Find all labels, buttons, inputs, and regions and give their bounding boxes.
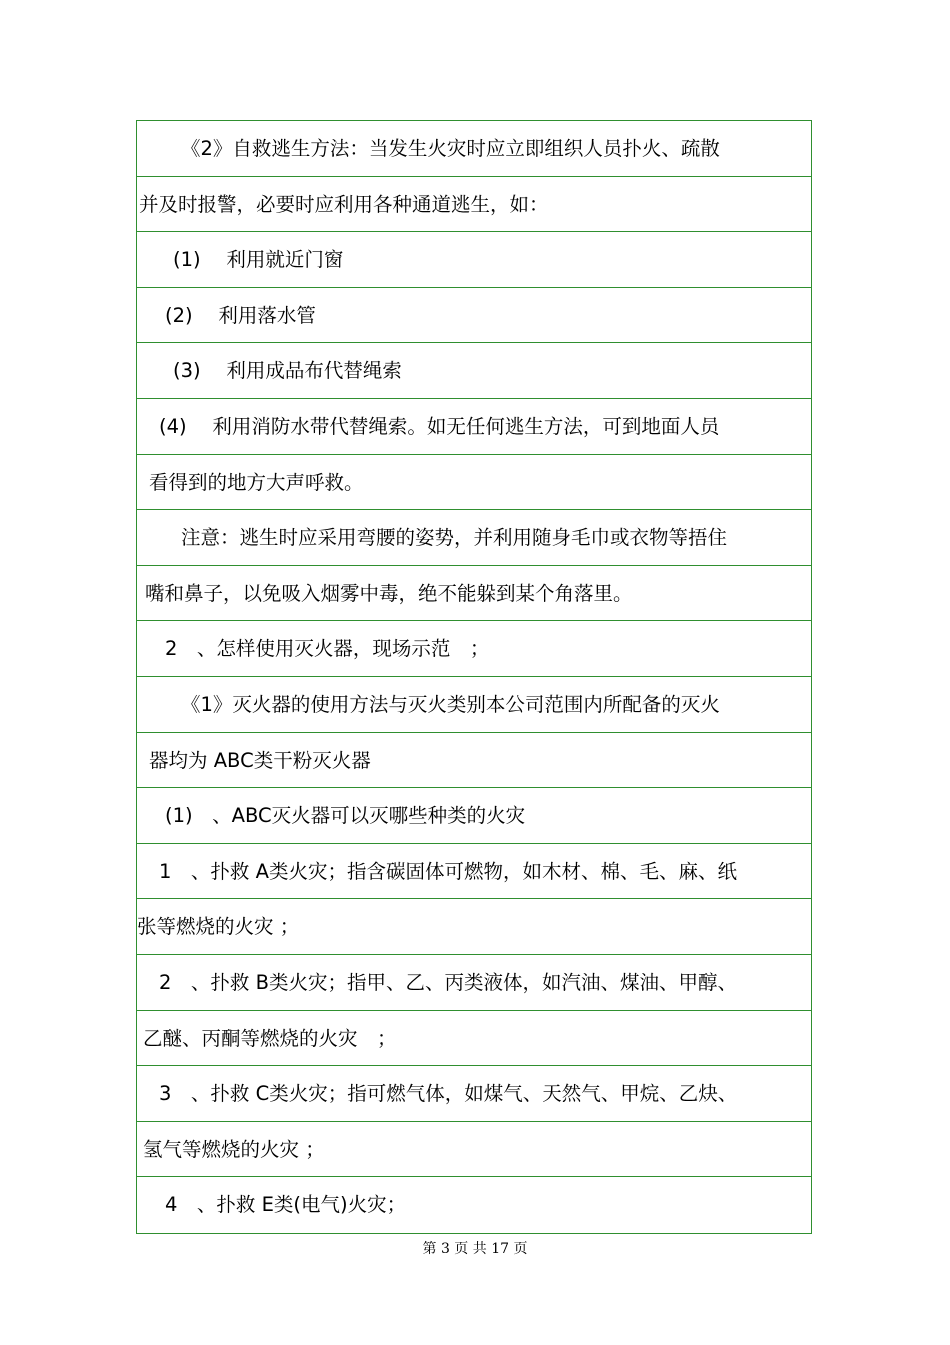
row-text: 并及时报警，必要时应利用各种通道逃生，如： — [139, 192, 549, 216]
row-text: (1) 、ABC灭火器可以灭哪些种类的火灾 — [165, 804, 526, 828]
table-row — [137, 955, 811, 1011]
row-text: 氢气等燃烧的火灾 ； — [143, 1137, 325, 1161]
row-text: 1 、扑救 A类火灾；指含碳固体可燃物，如木材、棉、毛、麻、纸 — [159, 859, 737, 883]
row-text: 看得到的地方大声呼救。 — [149, 470, 364, 494]
table-row — [137, 677, 811, 733]
row-text: 张等燃烧的火灾 ； — [137, 915, 300, 939]
table-row — [137, 399, 811, 455]
table-row — [137, 621, 811, 677]
row-text: 嘴和鼻子，以免吸入烟雾中毒，绝不能躲到某个角落里。 — [145, 581, 633, 605]
row-text: (4) 利用消防水带代替绳索。如无任何逃生方法，可到地面人员 — [159, 414, 720, 438]
row-text: 2 、怎样使用灭火器，现场示范 ； — [165, 637, 490, 661]
row-text: 《1》灭火器的使用方法与灭火类别本公司范围内所配备的灭火 — [181, 692, 720, 716]
table-row — [137, 1066, 811, 1122]
table-row — [137, 177, 811, 233]
row-text: 2 、扑救 B类火灾；指甲、乙、丙类液体，如汽油、煤油、甲醇、 — [159, 970, 737, 994]
row-text: 乙醚、丙酮等燃烧的火灾 ； — [143, 1026, 397, 1050]
row-text: 器均为 ABC类干粉灭火器 — [149, 748, 371, 772]
row-text: (1) 利用就近门窗 — [173, 248, 344, 272]
table-row — [137, 455, 811, 511]
table-row — [137, 121, 811, 177]
page-footer: 第 3 页 共 17 页 — [422, 1241, 528, 1257]
table-row — [137, 343, 811, 399]
table-row — [137, 566, 811, 622]
table-row — [137, 1177, 811, 1233]
table-row — [137, 844, 811, 900]
table-row — [137, 510, 811, 566]
table-row — [137, 288, 811, 344]
table-row — [137, 899, 811, 955]
table-row — [137, 232, 811, 288]
row-text: 3 、扑救 C类火灾；指可燃气体，如煤气、天然气、甲烷、乙炔、 — [159, 1082, 738, 1106]
row-text: (3) 利用成品布代替绳索 — [173, 359, 402, 383]
document-table — [136, 120, 812, 1234]
row-text: 《2》自救逃生方法：当发生火灾时应立即组织人员扑火、疏散 — [181, 137, 720, 160]
table-row — [137, 1011, 811, 1067]
row-text: (2) 利用落水管 — [165, 303, 316, 327]
row-text: 注意：逃生时应采用弯腰的姿势，并利用随身毛巾或衣物等捂住 — [181, 526, 728, 550]
table-row — [137, 788, 811, 844]
table-row — [137, 733, 811, 789]
table-row — [137, 1122, 811, 1178]
row-text: 4 、扑救 E类(电气)火灾； — [165, 1193, 407, 1217]
